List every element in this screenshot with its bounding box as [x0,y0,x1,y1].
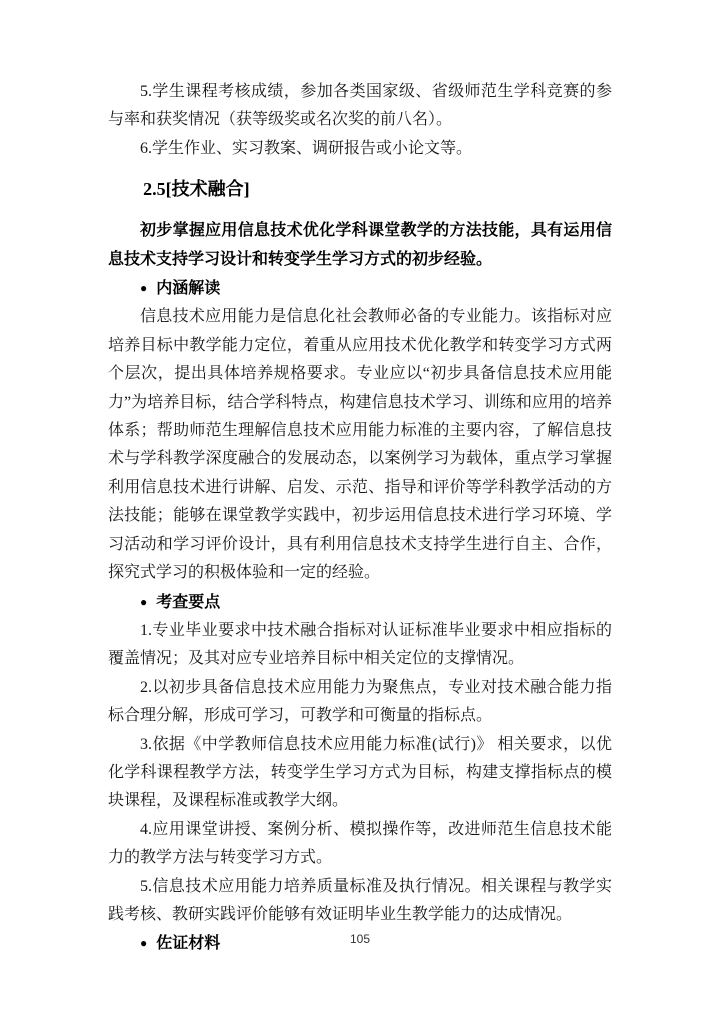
page-footer [0,930,720,948]
bullet-dot-icon: ● [140,281,148,296]
bullet-heading-label: 佐证材料 [156,935,221,953]
key-point-5: 5.信息技术应用能力培养质量标准及执行情况。相关课程与教学实践考核、教研实践评价能够有效证明毕业生教学能力的达成情况。 [108,877,612,923]
bullet-heading-connotation [108,274,612,303]
bullet-heading-label: 考查要点 [156,593,221,611]
section-lead-paragraph: 初步掌握应用信息技术优化学科课堂教学的方法技能，具有运用信息技术支持学习设计和转变学生学习方式的初步经验。 [108,222,612,268]
key-point-1: 1.专业毕业要求中技术融合指标对认证标准毕业要求中相应指标的覆盖情况；及其对应专业培养目标中相关定位的支撑情况。 [108,621,612,668]
key-point-4: 4.应用课堂讲授、案例分析、模拟操作等，改进师范生信息技术能力的教学方法与转变学习方式。 [108,820,612,867]
body-text-item-5: 5.学生课程考核成绩，参加各类国家级、省级师范生学科竞赛的参与率和获奖情况（获等级奖或名次奖的前八名）。 [108,83,612,129]
page-content [108,78,612,959]
page-number: 105 [349,932,371,946]
key-point-2: 2.以初步具备信息技术应用能力为聚焦点，专业对技术融合能力指标合理分解，形成可学习，可教学和可衡量的指标点。 [108,678,612,725]
connotation-paragraph: 信息技术应用能力是信息化社会教师必备的专业能力。该指标对应培养目标中教学能力定位，着重从应用技术优化教学和转变学习方式两个层次，提出具体培养规格要求。专业应以“初步具备信息技术应用能力”为培养目标，结合学科特点，构建信息技术学习、训练和应用的培养体系；帮助师范生理解信息技术应用能力标准的主要内容，了解信息技术与学科教学深度融合的发展动态，以案例学习为载体，重点学习掌握利用信息技术进行讲解、启发、示范、指导和评价等学科教学活动的方法技能；能够在课堂教学实践中，初步运用信息技术进行学习环境、学习活动和学习评价设计，具有利用信息技术支持学生进行自主、合作，探究式学习的积极体验和一定的经验。 [108,308,612,582]
section-heading: 2.5[技术融合] [143,179,250,200]
bullet-dot-icon: ● [140,936,148,951]
body-text-item-6: 6.学生作业、实习教案、调研报告或小论文等。 [140,139,473,157]
bullet-heading-key-points [108,588,612,617]
bullet-dot-icon: ● [140,594,148,609]
key-point-3: 3.依据《中学教师信息技术应用能力标准(试行)》 相关要求，以优化学科课程教学方法，转变学生学习方式为目标，构建支撑指标点的模块课程，及课程标准或教学大纲。 [108,735,612,810]
bullet-heading-label: 内涵解读 [156,280,221,298]
